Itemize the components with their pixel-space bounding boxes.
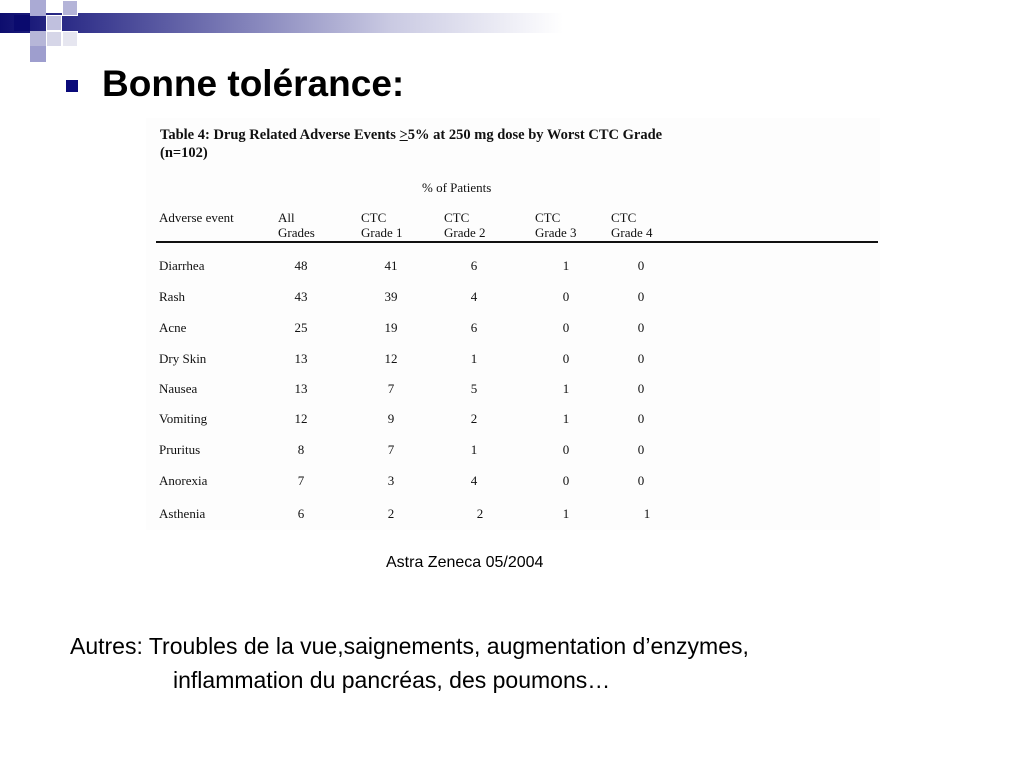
table-caption-line-2: (n=102): [160, 145, 208, 161]
cell-grade-4: 0: [637, 381, 645, 396]
column-header-adverse-event: Adverse event: [159, 210, 234, 225]
cell-grade-4: 0: [637, 351, 645, 366]
source-citation: Astra Zeneca 05/2004: [386, 554, 544, 571]
cell-grade-1: 41: [384, 258, 398, 273]
cell-grade-3: 1: [562, 258, 570, 273]
column-header-grade-1: CTC Grade 1: [361, 210, 403, 240]
cell-event: Dry Skin: [159, 351, 207, 366]
cell-grade-1: 7: [387, 442, 395, 457]
cell-all-grades: 25: [294, 320, 308, 335]
adverse-events-table: [146, 118, 880, 530]
cell-grade-3: 1: [562, 506, 570, 521]
cell-event: Diarrhea: [159, 258, 205, 273]
decor-square: [30, 31, 46, 47]
table-row: [146, 289, 880, 309]
column-header-grade-2: CTC Grade 2: [444, 210, 486, 240]
cell-grade-4: 0: [637, 258, 645, 273]
other-effects-text: [70, 629, 970, 697]
cell-grade-2: 6: [470, 320, 478, 335]
table-row: [146, 506, 880, 526]
cell-grade-2: 5: [470, 381, 478, 396]
cell-grade-2: 6: [470, 258, 478, 273]
decor-square: [46, 31, 62, 47]
cell-all-grades: 6: [297, 506, 305, 521]
table-caption-line-1: Table 4: Drug Related Adverse Events >5% at 250 mg dose by Worst CTC Grade: [160, 127, 663, 143]
decor-square: [14, 15, 30, 31]
cell-grade-3: 0: [562, 473, 570, 488]
cell-grade-2: 4: [470, 289, 478, 304]
table-row: [146, 320, 880, 340]
cell-event: Asthenia: [159, 506, 206, 521]
cell-grade-4: 0: [637, 473, 645, 488]
cell-event: Vomiting: [159, 411, 208, 426]
cell-all-grades: 43: [294, 289, 308, 304]
cell-event: Rash: [159, 289, 185, 304]
decor-square: [62, 31, 78, 47]
cell-event: Acne: [159, 320, 187, 335]
table-row: [146, 411, 880, 431]
cell-all-grades: 13: [294, 351, 308, 366]
table-row: [146, 381, 880, 401]
cell-grade-3: 0: [562, 351, 570, 366]
decor-square: [46, 15, 62, 31]
column-header-all-grades: All Grades: [278, 210, 315, 240]
cell-all-grades: 13: [294, 381, 308, 396]
bullet-square-icon: [66, 80, 78, 92]
table-row: [146, 473, 880, 493]
cell-grade-3: 0: [562, 442, 570, 457]
cell-event: Pruritus: [159, 442, 201, 457]
cell-grade-4: 1: [643, 506, 651, 521]
cell-all-grades: 7: [297, 473, 305, 488]
table-header-rule: [156, 241, 878, 243]
cell-grade-4: 0: [637, 411, 645, 426]
cell-grade-1: 2: [387, 506, 395, 521]
cell-grade-2: 1: [470, 442, 478, 457]
slide-title: Bonne tolérance:: [102, 63, 405, 104]
cell-grade-1: 19: [384, 320, 398, 335]
cell-grade-3: 0: [562, 320, 570, 335]
cell-grade-4: 0: [637, 289, 645, 304]
cell-grade-1: 9: [387, 411, 395, 426]
cell-grade-2: 1: [470, 351, 478, 366]
cell-grade-2: 4: [470, 473, 478, 488]
other-effects-line-1: Autres: Troubles de la vue,saignements, augmentation d’enzymes,: [70, 633, 749, 659]
greater-or-equal-sign: >: [399, 127, 408, 143]
table-caption: [160, 126, 880, 162]
column-header-grade-3: CTC Grade 3: [535, 210, 577, 240]
cell-event: Nausea: [159, 381, 198, 396]
cell-grade-2: 2: [476, 506, 484, 521]
decor-square: [30, 46, 46, 62]
table-row: [146, 258, 880, 278]
decor-square: [62, 0, 78, 16]
other-effects-line-2: inflammation du pancréas, des poumons…: [173, 667, 611, 693]
cell-grade-3: 1: [562, 381, 570, 396]
cell-grade-1: 12: [384, 351, 398, 366]
cell-all-grades: 48: [294, 258, 308, 273]
cell-event: Anorexia: [159, 473, 208, 488]
cell-grade-2: 2: [470, 411, 478, 426]
table-row: [146, 442, 880, 462]
column-group-header: % of Patients: [422, 180, 492, 195]
cell-grade-4: 0: [637, 320, 645, 335]
cell-grade-1: 3: [387, 473, 395, 488]
cell-grade-1: 7: [387, 381, 395, 396]
table-row: [146, 351, 880, 371]
header-gradient-bar: [0, 13, 1024, 33]
cell-grade-3: 0: [562, 289, 570, 304]
cell-grade-4: 0: [637, 442, 645, 457]
cell-all-grades: 8: [297, 442, 305, 457]
column-header-grade-4: CTC Grade 4: [611, 210, 653, 240]
cell-grade-3: 1: [562, 411, 570, 426]
cell-grade-1: 39: [384, 289, 398, 304]
decor-square: [30, 0, 46, 16]
cell-all-grades: 12: [294, 411, 308, 426]
